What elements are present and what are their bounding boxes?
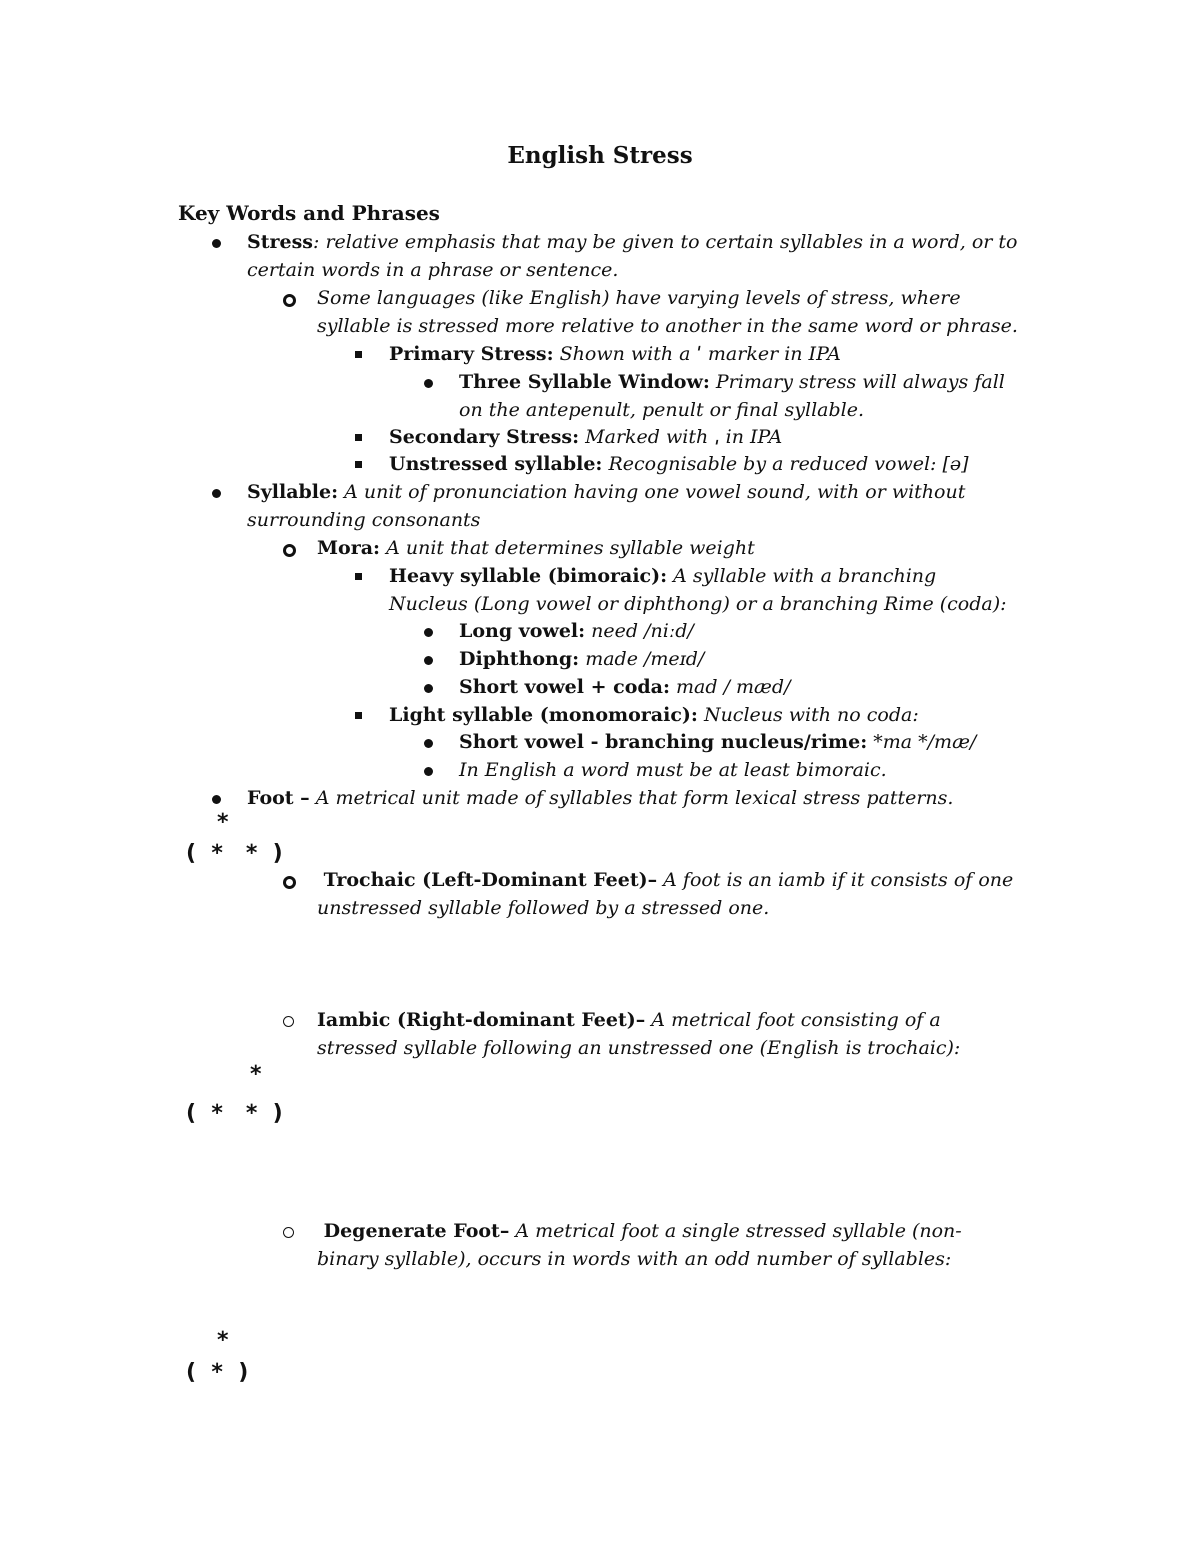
stress-term: Stress	[247, 231, 313, 253]
bullet-disc-icon	[424, 684, 433, 693]
bimoraic-note	[459, 757, 887, 785]
iambic-item	[317, 1007, 960, 1062]
syllable-term: Syllable:	[247, 481, 339, 503]
primary-stress-term: Primary Stress:	[389, 343, 554, 365]
mora-term: Mora:	[317, 537, 381, 559]
metrical-grid-row: ( * * )	[186, 1101, 283, 1126]
metrical-grid-star: *	[217, 1328, 229, 1353]
bullet-square-icon	[355, 573, 362, 580]
three-syllable-window-def2: on the antepenult, penult or final syllable.	[459, 398, 865, 421]
bullet-ring-icon	[283, 294, 296, 307]
bullet-ring-icon	[283, 544, 296, 557]
iambic-term: Iambic (Right-dominant Feet)–	[317, 1009, 646, 1031]
degenerate-foot-item	[317, 1218, 962, 1273]
stress-def-line2: certain words in a phrase or sentence.	[247, 258, 619, 281]
foot-term: Foot –	[247, 787, 310, 809]
light-syllable-def: Nucleus with no coda:	[697, 704, 919, 726]
syllable-definition	[247, 479, 965, 534]
light-syllable-term: Light syllable (monomoraic):	[389, 704, 698, 726]
iambic-def1: A metrical foot consisting of a	[645, 1009, 941, 1031]
stress-definition	[247, 229, 1017, 284]
heavy-syllable-def2: Nucleus (Long vowel or diphthong) or a branching Rime (coda):	[389, 592, 1007, 615]
stress-def-line1: : relative emphasis that may be given to certain syllables in a word, or to	[313, 231, 1018, 253]
trochaic-item	[317, 867, 1013, 922]
diphthong-example: made /meɪd/	[579, 648, 705, 670]
degenerate-foot-def2: binary syllable), occurs in words with an odd number of syllables:	[317, 1247, 952, 1270]
trochaic-term: Trochaic (Left-Dominant Feet)–	[317, 869, 658, 891]
section-heading: Key Words and Phrases	[178, 201, 440, 225]
heavy-syllable-def1: A syllable with a branching	[667, 565, 937, 587]
short-vowel-branching-item	[459, 729, 976, 757]
bullet-square-icon	[355, 461, 362, 468]
unstressed-syllable-term: Unstressed syllable:	[389, 453, 603, 475]
short-vowel-coda-term: Short vowel + coda:	[459, 676, 670, 698]
bullet-disc-icon	[424, 656, 433, 665]
degenerate-foot-term: Degenerate Foot–	[317, 1220, 510, 1242]
stress-levels-line2: syllable is stressed more relative to another in the same word or phrase.	[317, 314, 1018, 337]
trochaic-def1: A foot is an iamb if it consists of one	[657, 869, 1014, 891]
short-vowel-coda-item	[459, 674, 790, 702]
three-syllable-window-def1: Primary stress will always fall	[709, 371, 1005, 393]
bullet-disc-icon	[212, 239, 221, 248]
degenerate-foot-def1: A metrical foot a single stressed syllable (non-	[509, 1220, 962, 1242]
bullet-square-icon	[355, 712, 362, 719]
trochaic-def2: unstressed syllable followed by a stressed one.	[317, 896, 770, 919]
metrical-grid-row: ( * * )	[186, 841, 283, 866]
syllable-def-line2: surrounding consonants	[247, 508, 481, 531]
page-title: English Stress	[507, 142, 693, 169]
metrical-grid-star: *	[217, 810, 229, 835]
bullet-disc-icon	[424, 628, 433, 637]
heavy-syllable-term: Heavy syllable (bimoraic):	[389, 565, 668, 587]
long-vowel-item	[459, 618, 694, 646]
primary-stress-item	[389, 341, 841, 369]
diphthong-item	[459, 646, 704, 674]
short-vowel-coda-example: mad / mæd/	[670, 676, 791, 698]
metrical-grid-row: ( * )	[186, 1360, 249, 1385]
light-syllable-item	[389, 702, 919, 730]
syllable-def-line1: A unit of pronunciation having one vowel sound, with or without	[338, 481, 966, 503]
bullet-disc-icon	[212, 489, 221, 498]
long-vowel-term: Long vowel:	[459, 620, 586, 642]
bullet-disc-icon	[424, 767, 433, 776]
heavy-syllable-item	[389, 563, 1007, 618]
unstressed-syllable-item	[389, 451, 969, 479]
foot-definition	[247, 785, 953, 813]
metrical-grid-star: *	[250, 1062, 262, 1087]
three-syllable-window-item	[459, 369, 1005, 424]
bullet-square-icon	[355, 434, 362, 441]
secondary-stress-term: Secondary Stress:	[389, 426, 580, 448]
unstressed-syllable-def: Recognisable by a reduced vowel: [ə]	[602, 453, 969, 475]
short-vowel-branching-term: Short vowel - branching nucleus/rime:	[459, 731, 868, 753]
bullet-ring-icon	[283, 1016, 294, 1027]
iambic-def2: stressed syllable following an unstressed one (English is trochaic):	[317, 1036, 961, 1059]
long-vowel-example: need /niːd/	[585, 620, 694, 642]
three-syllable-window-term: Three Syllable Window:	[459, 371, 710, 393]
secondary-stress-item	[389, 424, 782, 452]
diphthong-term: Diphthong:	[459, 648, 580, 670]
stress-levels-line1: Some languages (like English) have varying levels of stress, where	[317, 287, 961, 309]
bullet-square-icon	[355, 351, 362, 358]
secondary-stress-def: Marked with ˌ in IPA	[579, 426, 783, 448]
bullet-disc-icon	[212, 795, 221, 804]
mora-def: A unit that determines syllable weight	[380, 537, 755, 559]
bullet-disc-icon	[424, 379, 433, 388]
bimoraic-note-text: In English a word must be at least bimoraic.	[459, 759, 887, 781]
stress-levels-note	[317, 285, 1018, 340]
foot-def: A metrical unit made of syllables that form lexical stress patterns.	[309, 787, 954, 809]
bullet-ring-icon	[283, 1227, 294, 1238]
bullet-disc-icon	[424, 739, 433, 748]
short-vowel-branching-example: *ma */mæ/	[867, 731, 977, 753]
mora-item	[317, 535, 755, 563]
primary-stress-def: Shown with a ˈ marker in IPA	[553, 343, 841, 365]
bullet-ring-icon	[283, 876, 296, 889]
